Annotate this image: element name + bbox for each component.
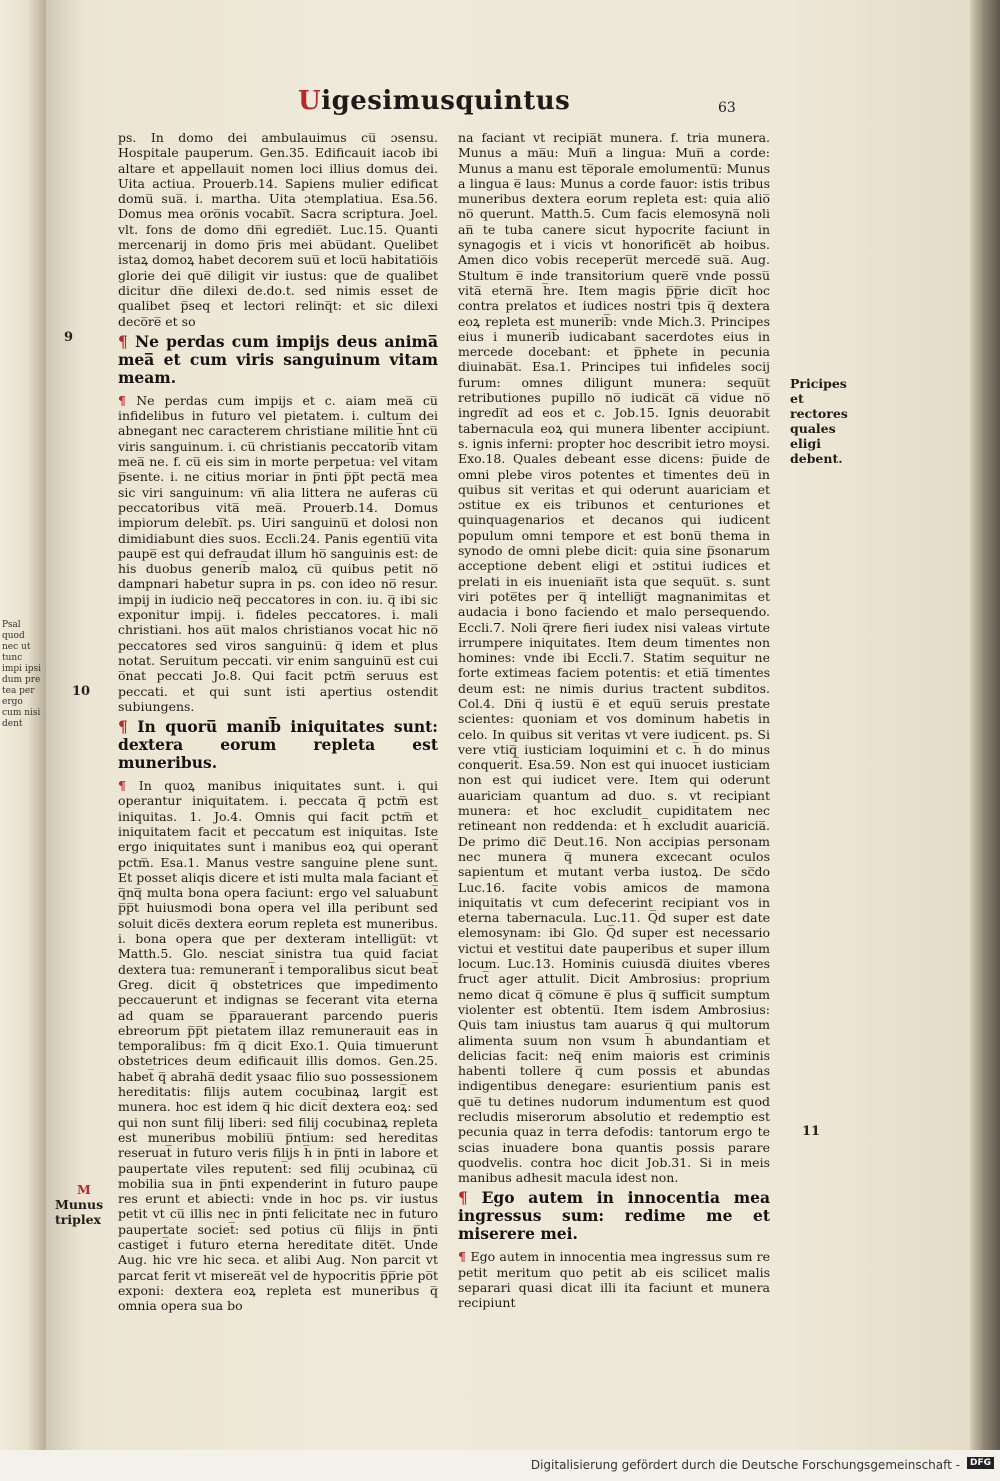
verse-11-text: Ego autem in innocentia mea ingressus sum: redime me et miserere mei. — [458, 1188, 771, 1244]
verse-9-text: Ne perdas cum impijs deus anima̅ mea̅ et cum viris sanguinum vitam meam. — [118, 331, 438, 387]
verse-9-mark: ¶ — [118, 331, 135, 351]
verse-number-11: 11 — [802, 1124, 821, 1139]
verse-9 — [118, 333, 438, 387]
left-para-2 — [118, 393, 438, 714]
left-column — [118, 130, 438, 1317]
right-para-2-text: Ego autem in innocentia mea ingressus sum re petit meritum quo petit ab eis scilicet malis separari quasi dicat illi ita faciunt et munera recipiunt — [458, 1249, 770, 1311]
right-column — [458, 130, 770, 1315]
margin-note-munus-mark: M — [77, 1182, 91, 1197]
verse-11-mark: ¶ — [458, 1188, 482, 1208]
verse-10-mark: ¶ — [118, 717, 138, 737]
left-para-3-text: In quoꝝ manibus iniquitates sunt. i. qui operantur iniquitatem. i. peccata q̅ pctm̅ est iniquitas. 1. Jo.4. Omnis qui facit pctm̅ et iniquitatem facit et peccatum est iniquitas. Iste ergo iniquitates sunt i manibus eoꝝ qui operant̅ pctm̅. Esa.1. Manus vestre sanguine plene sunt. Et posset aliqis dicere et isti multa mala faciant et̅ q̅nq̅ multa bona opera faciunt: ergo vel saluabunt̅ p̅p̅t huiusmodi bona opera vel illa peribunt sed soluit dice̅s dextera eorum repleta est muneribus. i. bona opera que per dexteram intelligu̅t: vt Matth.5. Glo. nesciat sinistra tua quid faciat dextera tua: remunerant̅ i temporalibus sicut beat̅ Greg. dicit q̅ obstetrices que impedimento peccauerunt et indignas se fecerant vita eterna ad quam se p̅parauerant parcendo pueris ebreorum p̅p̅t pietatem illaz remunerauit eas in temporalibus: fm̅ q̅ dicit Exo.1. Quia timuerunt obstetrices deum edificauit illis domos. Gen.25. habet̅ q̅ abraha̅ dedit ysaac filio suo possessionem hereditatis: filijs autem cocubinaꝝ largit̅ est munera. hoc est idem q̅ hic dicit̅ dextera eoꝝ: sed qui non sunt filij liberi: sed filij cocubinaꝝ repleta est muneribus mobiliu̅ p̅ntium: sed hereditas reseruat̅ in futuro veris filijs h̅ in p̅nti in labore et paupertate viles reputent̅: sed filij ɔcubinaꝝ cu̅ mobilia sua in p̅nti expenderint in futuro paupe res erunt et abiecti: vnde in hoc ps. vir iustus petit vt cu̅ illis nec in p̅nti felicitate nec in futuro paupertate societ̅: sed potius cu̅ filijs in p̅nti castiget̅ i futuro eterna hereditate dite̅t. Unde Aug. hic vre hic seca. et alibi Aug. Non parcit vt parcat ferit vt miserea̅t vel de hypocritis p̅p̅rie po̅t exponi: dextera eoꝝ repleta est muneribus q̅ omnia opera sua bo — [118, 778, 438, 1314]
page-title — [298, 86, 570, 116]
margin-note-munus — [55, 1182, 107, 1227]
verse-10 — [118, 718, 438, 772]
left-edge-text: Psal quod nec ut tunc impi ipsi dum pre tea per ergo cum nisi dent — [2, 620, 42, 729]
folio-number: 63 — [718, 100, 736, 116]
verse-11 — [458, 1189, 770, 1243]
footer-text: Digitalisierung gefördert durch die Deutsche Forschungsgemeinschaft - — [530, 1458, 960, 1472]
right-para-2 — [458, 1249, 770, 1310]
right-para-1: na faciant vt recipia̅t munera. f. tria munera. Munus a ma̅u: Mun̅ a lingua: Mun̅ a corde: Munus a manu est te̅porale emolumentu̅: Munus a lingua e̅ laus: Munus a corde fauor: istis tribus muneribus dextera eorum repleta est: quia alio̅ no̅ querunt. Matth.5. Cum facis elemosyna̅ noli an̅ te tuba canere sicut hypocrite faciunt in synagogis et i vicis vt honorifice̅t ab hoibus. Amen dico vobis receperu̅t mercede̅ sua̅. Aug. Stultum e̅ inde transitorium quere̅ vnde possu̅ vita̅ eterna̅ h̅re. Item magis p̅p̅rie dici̅t hoc contra prelatos et iudices nostri t̅pis q̅ dextera eoꝝ repleta est munerib̅: vnde Mich.3. Principes eius i munerib̅ iudicabant sacerdotes eius in mercede docebant: et p̅phete in pecunia diuinaba̅t. Esa.1. Principes tui infideles socij furum: omnes diligunt munera: sequu̅t retributiones pupillo no̅ iudica̅t ca̅ vidue no̅ ingredi̅t ad eos et c. Job.15. Ignis deuorabit tabernacula eoꝝ qui munera libenter accipiunt. s. ignis inferni: propter hoc describit ietro moysi. Exo.18. Quales debeant esse dicens: p̅uide de omni plebe viros potentes et timentes deu̅ in quibus sit veritas et qui oderunt auariciam et ɔstitue ex eis tribunos et centuriones et quinquagenarios et decanos qui iudicent populum omni tempore et est bonu̅ thema in synodo de omni plebe dicit: quia sine p̅sonarum acceptione debent eligi et ɔstitui iudices et prelati in eis inuenian̅t ista que sequu̅t. s. sunt viri pote̅tes per q̅ intellig̅t magnanimitas et audacia i bono faciendo et malo persequendo. Eccli.7. Noli q̅rere fieri iudex nisi valeas virtute irrumpere iniquitates. Item deum timentes non homines: vnde ibi Eccli.7. Statim sequitur ne forte extimeas faciem potentis: et etia̅ timentes deum est: ne nimis durius tractent subditos. Col.4. Dn̅i q̅ iustu̅ e̅ et equu̅ seruis prestate scientes: quoniam et vos dominum habetis in celo. In quibus sit veritas vt vere iudicent. ps. Si vere vtiq̅ iusticiam loquimini et c. h̅ do minus conquerit̅. Esa.59. Non est qui inuocet iusticiam non est qui iudicet vere. Item qui oderunt auariciam quantum ad duo. s. vt recipiant munera: et hoc excludit cupiditatem nec retineant non reddenda: et h̅ excludit auaricia̅. De primo dic̅ Deut.16. Non accipias personam nec munera q̅ munera excecant oculos sapientum et mutant verba iustoꝝ. De sc̅do Luc.16. facite vobis amicos de mamona iniquitatis vt cum defecerint recipiant vos in eterna tabernacula. Luc.11. Q̅d super est date elemosynam: ibi Glo. Q̅d super est necessario victui et vestitui date pauperibus et super illum locum. Luc.13. Hominis cuiusda̅ diuites vberes fruct̅ ager attulit. Dicit Ambrosius: proprium nemo dicat q̅ co̅mune e̅ plus q̅ sufficit sumptum violenter est obtentu̅. Item isdem Ambrosius: Quis tam iniustus tam auarus q̅ qui multorum alimenta suum non vsum h̅ abundantiam et delicias facit: neq̅ enim maioris est criminis habenti tollere q̅ cum possis et abundas indigentibus denegare: esurientium panis est que̅ tu detines nudorum indumentum est quod recludis miserorum absolutio et redemptio est pecunia quaz in terra defodis: tantorum ergo te scias inuadere bona quantis possis parare quodvelis. contra hoc dicit Job.31. Si in meis manibus adhesit macula idest non. — [458, 130, 771, 1186]
title-initial: U — [298, 86, 322, 116]
left-para-3 — [118, 778, 438, 1313]
verse-number-9: 9 — [64, 330, 74, 345]
pilcrow-icon: ¶ — [118, 392, 137, 408]
dfg-logo: DFG — [967, 1457, 994, 1469]
right-page-edge — [970, 0, 1000, 1450]
margin-note-principes: Pricipes et rectores quales eligi debent. — [790, 376, 848, 466]
left-page-edge — [0, 0, 46, 1450]
left-para-2-text: Ne perdas cum impijs et c. aiam mea̅ cu̅ infidelibus in futuro vel pietatem. i. cultum dei abnegant nec caracterem christiane militie h̅nt cu̅ viris sanguinum. i. cu̅ christianis peccatorib̅ vitam mea̅ ne. f. cu̅ eis sim in morte perpetua: vel vitam p̅sente. i. ne citius moriar in p̅nti p̅p̅t pecta̅ mea sic viri sanguinum: vn̅ alia littera ne auferas cu̅ peccatoribus vita̅ mea̅. Prouerb.14. Domus impiorum delebi̅t. ps. Uiri sanguinu̅ et dolosi non dimidiabunt dies suos. Eccli.24. Panis egentiu̅ vita paupe̅ est qui defraudat illum ho̅ sanguinis est: de his duobus generib̅ maloꝝ cu̅ quibus petit no̅ dampnari habetur supra in ps. con ideo no̅ resur. impij in iudicio neq̅ peccatores in con. iu. q̅ ibi sic exponitur impij. i. fideles peccatores. i. mali christiani. hos au̅t malos christianos vocat hic no̅ peccatores sed viros sanguinu̅: q̅ idem et plus notat. Seruitum peccati. vir enim sanguinu̅ est cui o̅nat peccati Jo.8. Qui facit pctm̅ seruus est peccati. et qui sunt isti apertius ostendit subiungens. — [118, 392, 438, 714]
title-text: igesimusquintus — [321, 86, 571, 116]
footer-bar — [0, 1450, 1000, 1481]
pilcrow-icon: ¶ — [118, 778, 139, 794]
verse-number-10: 10 — [72, 684, 91, 699]
margin-note-munus-text: Munus triplex — [55, 1197, 104, 1227]
pilcrow-icon: ¶ — [458, 1249, 471, 1265]
left-para-1: ps. In domo dei ambulauimus cu̅ ɔsensu. Hospitale pauperum. Gen.35. Edificauit iacob ibi altare et appellauit nomen loci illius domus dei. Uita actiua. Prouerb.14. Sapiens mulier edificat domu̅ sua̅. i. martha. Uita ɔtemplatiua. Esa.56. Domus mea oro̅nis vocabi̅t. Sacra scriptura. Joel. vlt. fons de domo dn̅i egredie̅t. Luc.15. Quanti mercenarij in domo p̅ris mei abu̅dant. Quelibet istaꝝ domoꝝ habet decorem suu̅ et locu̅ habitatio̅is glorie dei que̅ diligit vir iustus: que de qualibet dicitur dn̅e dilexi de.do.t. sed nimis esset de qualibet p̅seq et lectori relinq̅t: et sic dilexi deco̅re̅ et so — [118, 130, 438, 329]
verse-10-text: In quoru̅ manib̅ iniquitates sunt: dextera eorum repleta est muneribus. — [118, 717, 438, 773]
